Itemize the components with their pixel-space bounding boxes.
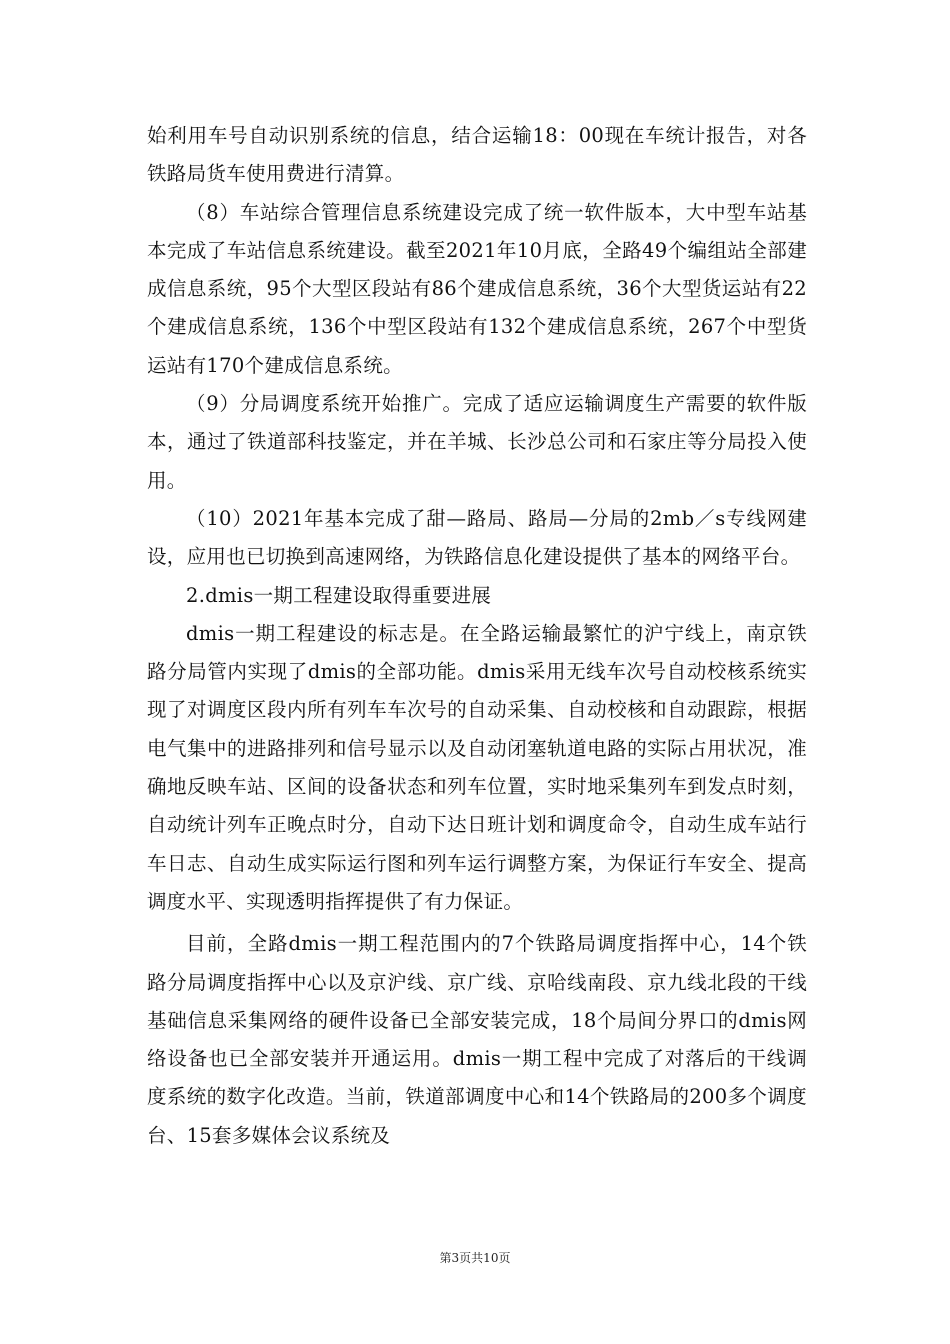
paragraph-current-status: 目前，全路dmis一期工程范围内的7个铁路局调度指挥中心，14个铁路分局调度指挥中心以及京沪线、京广线、京哈线南段、京九线北段的干线基础信息采集网络的硬件设备已全部安装完成，18个局间分界口的dmis网络设备也已全部安装并开通运用。dmis一期工程中完成了对落后的干线调度系统的数字化改造。当前，铁道部调度中心和14个铁路局的200多个调度台、15套多媒体会议系统及 <box>147 932 807 1147</box>
paragraph-item-8: （8）车站综合管理信息系统建设完成了统一软件版本，大中型车站基本完成了车站信息系统建设。截至2021年10月底，全路49个编组站全部建成信息系统，95个大型区段站有86个建成信息系统，36个大型货运站有22个建成信息系统，136个中型区段站有132个建成信息系统，267个中型货运站有170个建成信息系统。 <box>147 200 807 377</box>
paragraph-item-9: （9）分局调度系统开始推广。完成了适应运输调度生产需要的软件版本，通过了铁道部科技鉴定，并在羊城、长沙总公司和石家庄等分局投入使用。 <box>147 392 807 492</box>
section-heading: 2.dmis一期工程建设取得重要进展 <box>186 583 492 607</box>
paragraph-item-10: （10）2021年基本完成了甜—路局、路局—分局的2mb／s专线网建设，应用也已切换到高速网络，为铁路信息化建设提供了基本的网络平台。 <box>147 506 807 569</box>
document-body <box>147 117 807 1155</box>
paragraph-continuation: 始利用车号自动识别系统的信息，结合运输18：00现在车统计报告，对各铁路局货车使用费进行清算。 <box>147 124 807 186</box>
page-number: 第3页共10页 <box>439 1251 511 1265</box>
paragraph-dmis-phase-one: dmis一期工程建设的标志是。在全路运输最繁忙的沪宁线上，南京铁路分局管内实现了dmis的全部功能。dmis采用无线车次号自动校核系统实现了对调度区段内所有列车车次号的自动采集、自动校核和自动跟踪，根据电气集中的进路排列和信号显示以及自动闭塞轨道电路的实际占用状况，准确地反映车站、区间的设备状态和列车位置，实时地采集列车到发点时刻，自动统计列车正晚点时分，自动下达日班计划和调度命令，自动生成车站行车日志、自动生成实际运行图和列车运行调整方案，为保证行车安全、提高调度水平、实现透明指挥提供了有力保证。 <box>147 621 807 913</box>
